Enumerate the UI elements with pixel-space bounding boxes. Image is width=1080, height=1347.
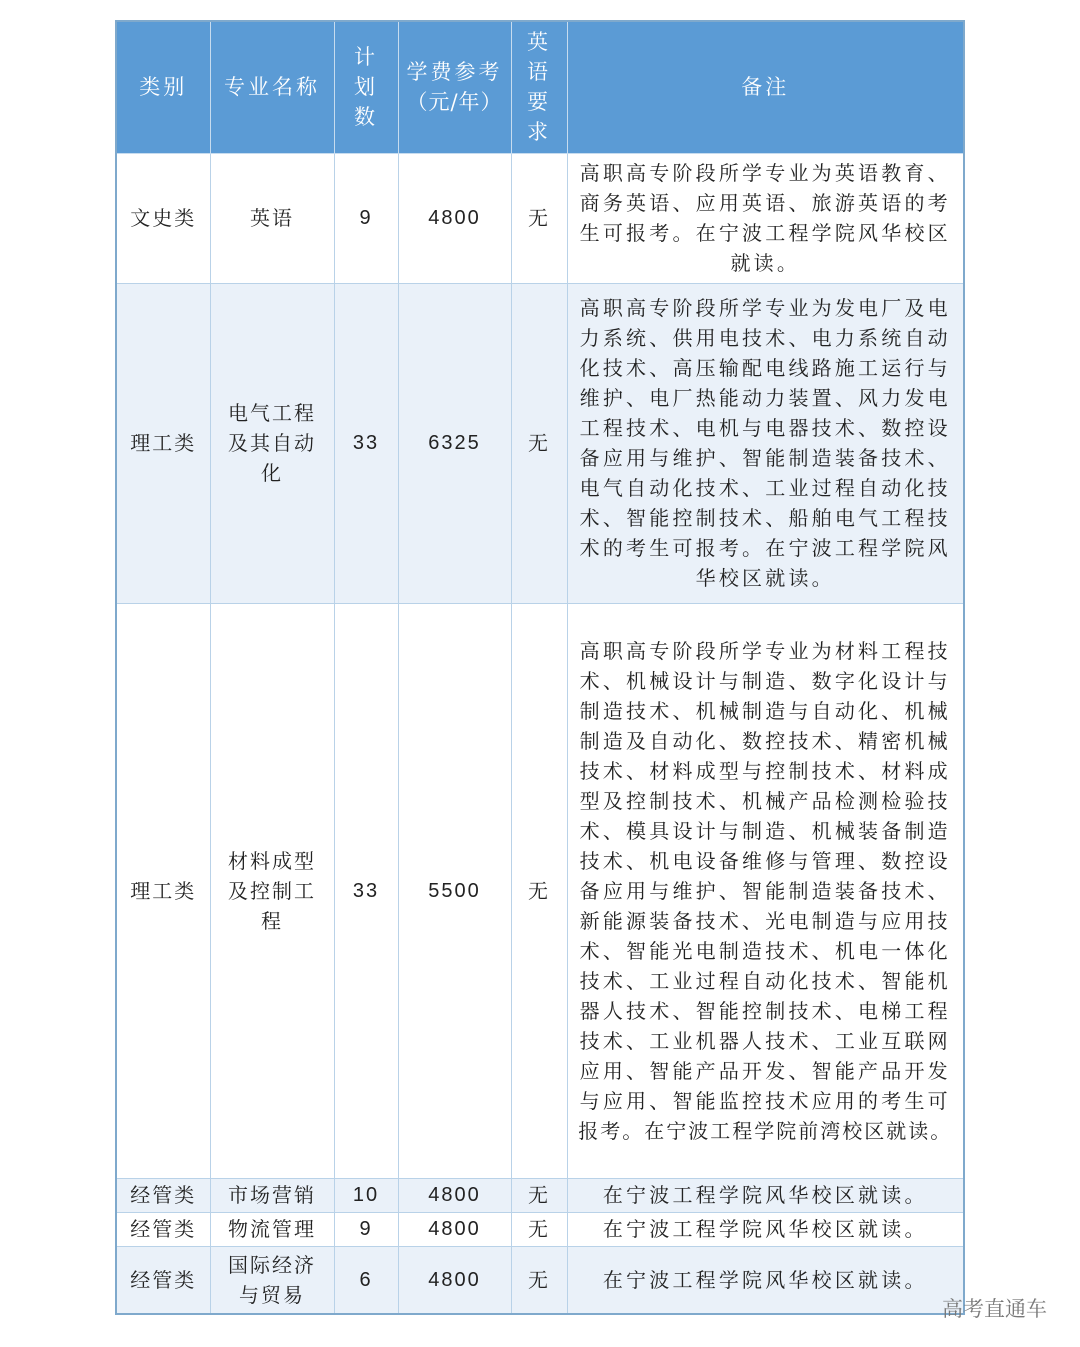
cell-tuition: 4800 xyxy=(398,1212,511,1246)
cell-plan-count: 33 xyxy=(334,603,398,1178)
cell-tuition: 5500 xyxy=(398,603,511,1178)
cell-english-requirement: 无 xyxy=(511,1212,567,1246)
cell-remark: 高职高专阶段所学专业为英语教育、 商务英语、应用英语、旅游英语的考 生可报考。在宁波工程学院风华校区 就读。 xyxy=(567,153,964,283)
cell-tuition: 4800 xyxy=(398,1246,511,1314)
cell-major: 材料成型 及控制工 程 xyxy=(210,603,334,1178)
table-row xyxy=(116,153,964,283)
cell-tuition: 4800 xyxy=(398,1178,511,1212)
cell-remark: 在宁波工程学院风华校区就读。 xyxy=(567,1246,964,1314)
cell-category: 经管类 xyxy=(116,1178,210,1212)
cell-english-requirement: 无 xyxy=(511,153,567,283)
cell-remark: 在宁波工程学院风华校区就读。 xyxy=(567,1212,964,1246)
header-tuition: 学费参考 （元/年） xyxy=(398,21,511,153)
cell-plan-count: 6 xyxy=(334,1246,398,1314)
cell-plan-count: 9 xyxy=(334,1212,398,1246)
cell-major: 电气工程 及其自动 化 xyxy=(210,283,334,603)
cell-english-requirement: 无 xyxy=(511,283,567,603)
cell-tuition: 4800 xyxy=(398,153,511,283)
header-category: 类别 xyxy=(116,21,210,153)
cell-major: 英语 xyxy=(210,153,334,283)
cell-category: 理工类 xyxy=(116,283,210,603)
cell-major: 国际经济 与贸易 xyxy=(210,1246,334,1314)
table-row xyxy=(116,283,964,603)
cell-english-requirement: 无 xyxy=(511,1246,567,1314)
cell-category: 经管类 xyxy=(116,1212,210,1246)
cell-plan-count: 9 xyxy=(334,153,398,283)
cell-category: 经管类 xyxy=(116,1246,210,1314)
cell-major: 市场营销 xyxy=(210,1178,334,1212)
header-major: 专业名称 xyxy=(210,21,334,153)
cell-remark: 高职高专阶段所学专业为材料工程技 术、机械设计与制造、数字化设计与 制造技术、机械制造与自动化、机械 制造及自动化、数控技术、精密机械 技术、材料成型与控制技术、材料成 型及控制技术、机械产品检测检验技 术、模具设计与制造、机械装备制造 技术、机电设备维修与管理、数控设 备应用与维护、智能制造装备技术、 新能源装备技术、光电制造与应用技 术、智能光电制造技术、机电一体化 技术、工业过程自动化技术、智能机 器人技术、智能控制技术、电梯工程 技术、工业机器人技术、工业互联网 应用、智能产品开发、智能产品开发 与应用、智能监控技术应用的考生可 报考。在宁波工程学院前湾校区就读。 xyxy=(567,603,964,1178)
cell-english-requirement: 无 xyxy=(511,603,567,1178)
header-remark: 备注 xyxy=(567,21,964,153)
cell-category: 文史类 xyxy=(116,153,210,283)
cell-category: 理工类 xyxy=(116,603,210,1178)
table-row xyxy=(116,1178,964,1212)
cell-plan-count: 33 xyxy=(334,283,398,603)
watermark: 高考直通车 xyxy=(942,1297,1047,1321)
cell-remark: 在宁波工程学院风华校区就读。 xyxy=(567,1178,964,1212)
admission-plan-table xyxy=(115,20,965,1315)
table-row xyxy=(116,1246,964,1314)
header-plan-count: 计 划 数 xyxy=(334,21,398,153)
table-row xyxy=(116,603,964,1178)
table-header-row xyxy=(116,21,964,153)
cell-remark: 高职高专阶段所学专业为发电厂及电 力系统、供用电技术、电力系统自动 化技术、高压输配电线路施工运行与 维护、电厂热能动力装置、风力发电 工程技术、电机与电器技术、数控设 备应用与维护、智能制造装备技术、 电气自动化技术、工业过程自动化技 术、智能控制技术、船舶电气工程技 术的考生可报考。在宁波工程学院风 华校区就读。 xyxy=(567,283,964,603)
cell-major: 物流管理 xyxy=(210,1212,334,1246)
header-english-requirement: 英 语 要 求 xyxy=(511,21,567,153)
cell-tuition: 6325 xyxy=(398,283,511,603)
table-row xyxy=(116,1212,964,1246)
cell-english-requirement: 无 xyxy=(511,1178,567,1212)
cell-plan-count: 10 xyxy=(334,1178,398,1212)
